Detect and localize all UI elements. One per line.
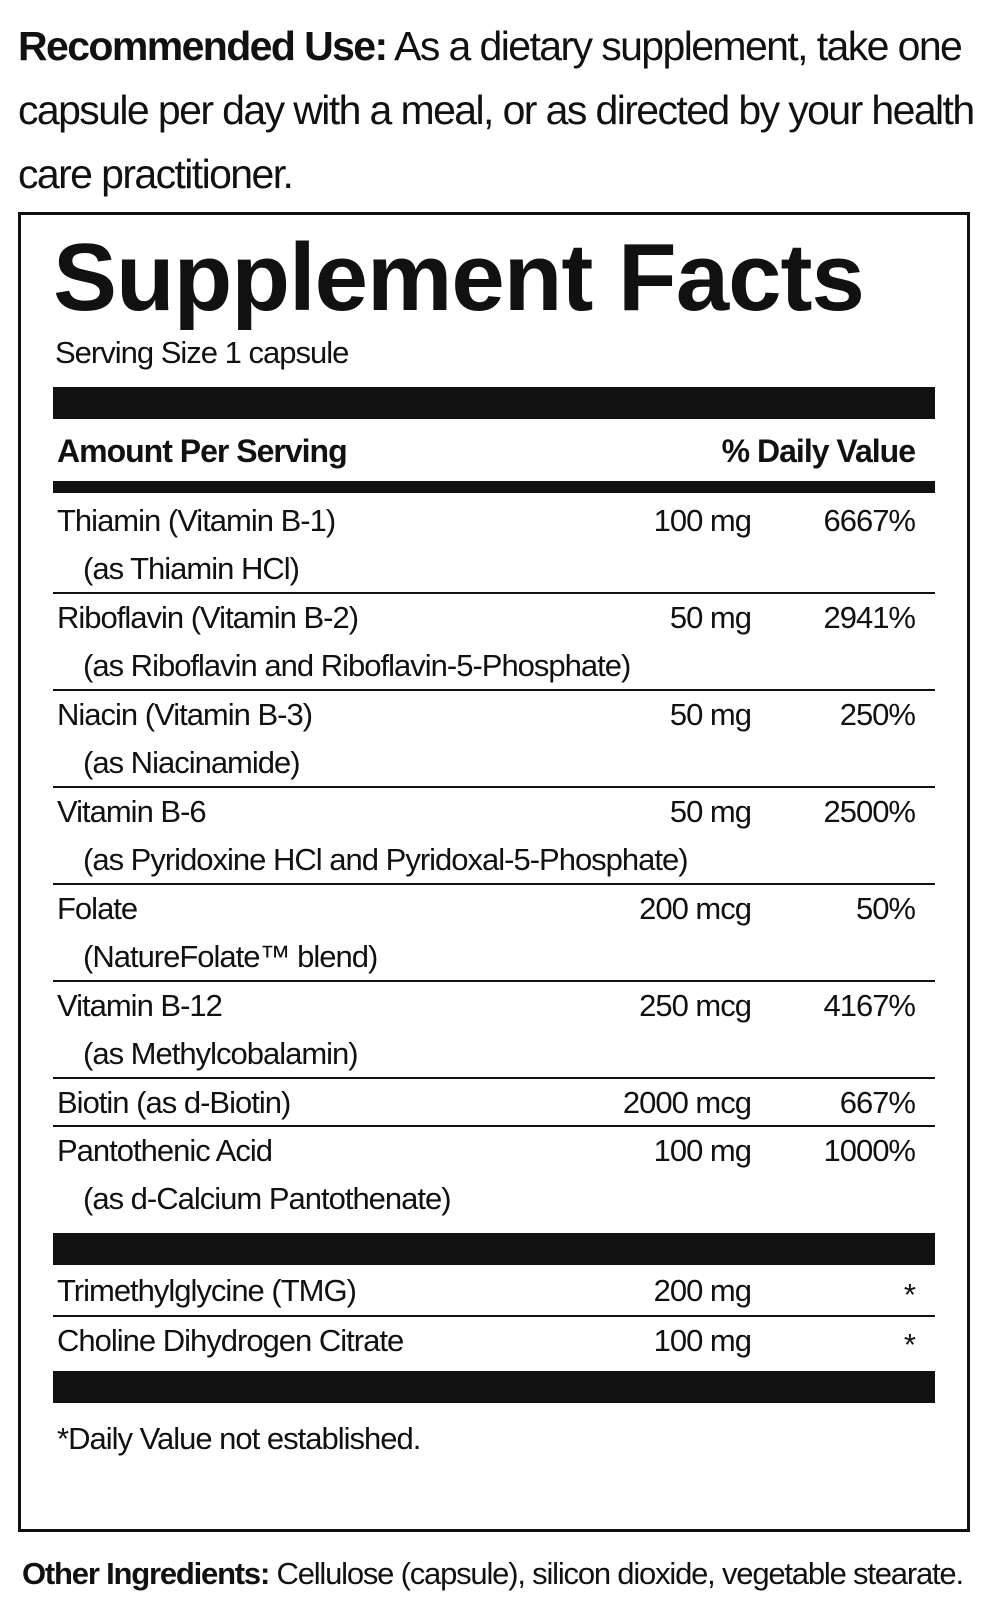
- nutrient-daily-value: 667%: [839, 1085, 915, 1120]
- other-nutrient-name: Choline Dihydrogen Citrate: [57, 1323, 404, 1358]
- nutrient-daily-value: 6667%: [823, 503, 915, 538]
- nutrient-amount: 50 mg: [669, 600, 751, 635]
- recommended-use-label: Recommended Use:: [18, 23, 387, 69]
- thick-divider: [53, 387, 935, 419]
- thick-divider-3: [53, 1371, 935, 1403]
- row-divider: [53, 1077, 935, 1079]
- nutrient-amount: 200 mcg: [639, 891, 751, 926]
- supplement-facts-panel: [18, 212, 970, 1532]
- nutrient-amount: 2000 mcg: [622, 1085, 751, 1120]
- other-ingredients: [22, 1556, 963, 1592]
- nutrient-source: (as d-Calcium Pantothenate): [83, 1181, 451, 1216]
- nutrient-amount: 250 mcg: [639, 988, 751, 1023]
- nutrient-amount: 100 mg: [653, 1133, 751, 1168]
- nutrient-amount: 50 mg: [669, 794, 751, 829]
- nutrient-source: (NatureFolate™ blend): [83, 939, 378, 974]
- nutrient-name: Folate: [57, 891, 138, 926]
- row-divider: [53, 1315, 935, 1317]
- row-divider: [53, 980, 935, 982]
- recommended-use: [18, 14, 978, 206]
- medium-divider: [53, 481, 935, 493]
- row-divider: [53, 786, 935, 788]
- nutrient-amount: 50 mg: [669, 697, 751, 732]
- nutrient-daily-value: 50%: [855, 891, 915, 926]
- nutrient-source: (as Niacinamide): [83, 745, 300, 780]
- nutrient-amount: 100 mg: [653, 503, 751, 538]
- nutrient-daily-value: 1000%: [823, 1133, 915, 1168]
- nutrient-daily-value: 250%: [839, 697, 915, 732]
- header-daily-value: % Daily Value: [721, 433, 915, 469]
- panel-title: Supplement Facts: [53, 224, 864, 331]
- nutrient-name: Vitamin B-6: [57, 794, 206, 829]
- nutrient-name: Vitamin B-12: [57, 988, 222, 1023]
- other-nutrient-name: Trimethylglycine (TMG): [57, 1273, 356, 1308]
- nutrient-daily-value: 2941%: [823, 600, 915, 635]
- nutrient-name: Pantothenic Acid: [57, 1133, 272, 1168]
- row-divider: [53, 592, 935, 594]
- row-divider: [53, 689, 935, 691]
- nutrient-name: Riboflavin (Vitamin B-2): [57, 600, 359, 635]
- other-ingredients-label: Other Ingredients:: [22, 1556, 270, 1591]
- row-divider: [53, 1125, 935, 1127]
- thick-divider-2: [53, 1233, 935, 1265]
- nutrient-source: (as Thiamin HCl): [83, 551, 299, 586]
- other-nutrient-amount: 100 mg: [653, 1323, 751, 1358]
- nutrient-source: (as Methylcobalamin): [83, 1036, 358, 1071]
- nutrient-daily-value: 2500%: [823, 794, 915, 829]
- other-nutrient-daily-value: *: [903, 1327, 915, 1362]
- other-ingredients-text: Cellulose (capsule), silicon dioxide, vegetable stearate.: [269, 1556, 963, 1591]
- other-nutrient-daily-value: *: [903, 1277, 915, 1312]
- header-amount: Amount Per Serving: [57, 433, 347, 469]
- nutrient-name: Niacin (Vitamin B-3): [57, 697, 313, 732]
- nutrient-source: (as Riboflavin and Riboflavin-5-Phosphate): [83, 648, 631, 683]
- nutrient-name: Biotin (as d-Biotin): [57, 1085, 291, 1120]
- serving-size: Serving Size 1 capsule: [55, 335, 349, 370]
- nutrient-daily-value: 4167%: [823, 988, 915, 1023]
- footnote: *Daily Value not established.: [57, 1421, 421, 1456]
- other-nutrient-amount: 200 mg: [653, 1273, 751, 1308]
- row-divider: [53, 883, 935, 885]
- recommended-use-text: As a dietary supplement, take one capsule per day with a meal, or as directed by your health care practitioner.: [18, 23, 974, 197]
- nutrient-source: (as Pyridoxine HCl and Pyridoxal-5-Phosphate): [83, 842, 688, 877]
- nutrient-name: Thiamin (Vitamin B-1): [57, 503, 336, 538]
